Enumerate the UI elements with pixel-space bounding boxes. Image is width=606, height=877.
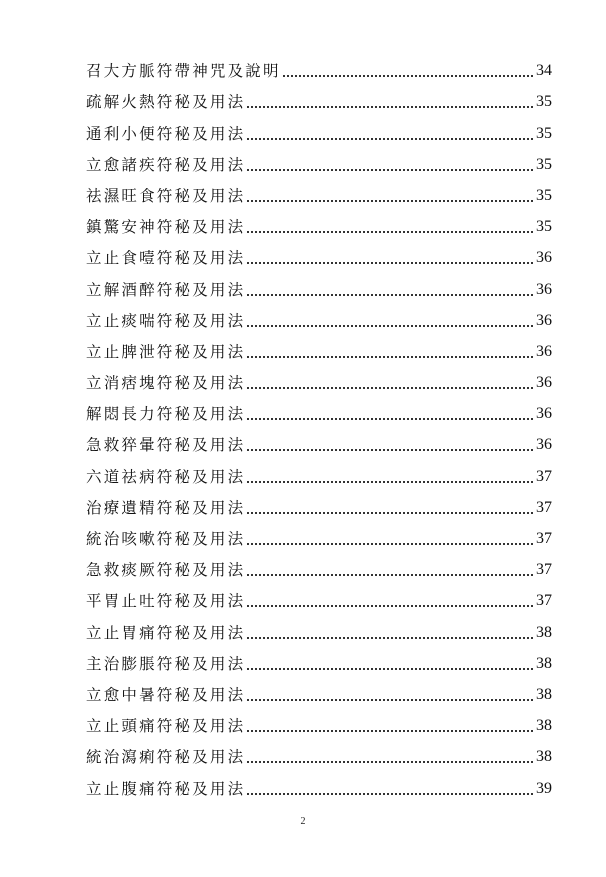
- toc-entry[interactable]: [86, 674, 552, 705]
- toc-entry-title: 統治咳嗽符秘及用法: [86, 530, 246, 548]
- toc-entry-title: 立止胃痛符秘及用法: [86, 623, 246, 642]
- toc-leader-dots: [247, 387, 533, 389]
- toc-leader-dots: [247, 668, 533, 670]
- toc-leader-dots: [247, 543, 533, 545]
- toc-entry-page: 35: [536, 186, 552, 204]
- toc-entry-title: 通利小便符秘及用法: [86, 124, 246, 143]
- toc-leader-dots: [247, 262, 533, 264]
- toc-entry-title: 立止痰喘符秘及用法: [86, 311, 246, 330]
- toc-leader-dots: [247, 294, 533, 296]
- toc-entry-title: 平胃止吐符秘及用法: [86, 592, 246, 611]
- toc-entry-title: 疏解火熱符秘及用法: [86, 93, 246, 112]
- toc-entry-page: 36: [536, 405, 552, 423]
- toc-entry-title: 急救痰厥符秘及用法: [86, 561, 246, 580]
- toc-entry[interactable]: [86, 268, 552, 299]
- toc-leader-dots: [247, 169, 533, 171]
- toc-entry-page: 38: [536, 685, 552, 703]
- toc-entry-page: 37: [536, 530, 552, 547]
- toc-entry[interactable]: [86, 144, 552, 175]
- toc-entry-title: 立愈中暑符秘及用法: [86, 685, 246, 704]
- toc-leader-dots: [247, 106, 533, 108]
- toc-entry-page: 38: [536, 748, 552, 766]
- toc-entry-page: 37: [536, 498, 552, 516]
- toc-leader-dots: [247, 699, 533, 701]
- toc-entry-page: 38: [536, 654, 552, 672]
- toc-entry-title: 急救猝暈符秘及用法: [86, 436, 246, 455]
- toc-entry-page: 35: [536, 93, 552, 111]
- toc-entry-page: 35: [536, 218, 552, 236]
- toc-entry-title: 主治膨脹符秘及用法: [86, 654, 246, 673]
- toc-leader-dots: [247, 138, 533, 140]
- toc-entry[interactable]: [86, 300, 552, 331]
- toc-entry-page: 36: [536, 280, 552, 298]
- toc-entry-title: 召大方脈符帶神咒及說明: [86, 62, 281, 81]
- toc-entry[interactable]: [86, 424, 552, 455]
- toc-entry-title: 六道祛病符秘及用法: [86, 467, 246, 486]
- toc-entry[interactable]: [86, 331, 552, 362]
- toc-entry[interactable]: [86, 643, 552, 674]
- toc-leader-dots: [247, 418, 533, 420]
- toc-leader-dots: [247, 793, 533, 795]
- toc-leader-dots: [247, 605, 533, 607]
- toc-entry-page: 37: [536, 561, 552, 579]
- toc-leader-dots: [247, 512, 533, 514]
- toc-leader-dots: [247, 637, 533, 639]
- toc-entry-title: 立止腹痛符秘及用法: [86, 779, 246, 798]
- toc-entry-page: 35: [536, 124, 552, 142]
- toc-leader-dots: [247, 761, 533, 763]
- toc-entry[interactable]: [86, 112, 552, 143]
- toc-leader-dots: [247, 574, 533, 576]
- toc-leader-dots: [247, 449, 533, 451]
- toc-entry-title: 解悶長力符秘及用法: [86, 405, 246, 424]
- toc-leader-dots: [247, 200, 533, 202]
- toc-entry[interactable]: [86, 237, 552, 268]
- toc-entry-page: 36: [536, 342, 552, 360]
- toc-entry-title: 立消痞塊符秘及用法: [86, 374, 246, 393]
- toc-entry[interactable]: [86, 580, 552, 611]
- toc-entry-page: 34: [536, 62, 552, 80]
- toc-entry[interactable]: [86, 175, 552, 206]
- toc-entry[interactable]: [86, 362, 552, 393]
- toc-entry[interactable]: [86, 736, 552, 767]
- toc-entry[interactable]: [86, 549, 552, 580]
- toc-entry[interactable]: [86, 393, 552, 424]
- toc-entry-title: 立解酒醉符秘及用法: [86, 280, 246, 299]
- toc-entry[interactable]: [86, 50, 552, 81]
- toc-leader-dots: [247, 481, 533, 483]
- toc-entry-title: 鎮驚安神符秘及用法: [86, 218, 246, 237]
- toc-entry-page: 39: [536, 779, 552, 797]
- toc-leader-dots: [247, 730, 533, 732]
- toc-entry-page: 37: [536, 592, 552, 610]
- toc-entry[interactable]: [86, 81, 552, 112]
- toc-entry-page: 38: [536, 623, 552, 641]
- toc-entry[interactable]: [86, 487, 552, 518]
- toc-entry-page: 36: [536, 311, 552, 329]
- toc-entry-page: 36: [536, 249, 552, 267]
- toc-entry-title: 立止頭痛符秘及用法: [86, 717, 246, 736]
- toc-leader-dots: [283, 75, 533, 77]
- toc-entry[interactable]: [86, 611, 552, 642]
- toc-entry-title: 立愈諸疾符秘及用法: [86, 155, 246, 174]
- toc-leader-dots: [247, 325, 533, 327]
- toc-leader-dots: [247, 356, 533, 358]
- toc-entry-page: 36: [536, 436, 552, 454]
- toc-leader-dots: [247, 231, 533, 233]
- toc-entry-title: 立止食噎符秘及用法: [86, 249, 246, 268]
- toc-entry[interactable]: [86, 705, 552, 736]
- toc-entry-title: 立止脾泄符秘及用法: [86, 342, 246, 361]
- table-of-contents: [86, 50, 552, 799]
- toc-entry-page: 36: [536, 374, 552, 392]
- toc-entry[interactable]: [86, 455, 552, 486]
- toc-entry-page: 38: [536, 717, 552, 735]
- page-number: 2: [300, 816, 306, 827]
- toc-entry-title: 治療遺精符秘及用法: [86, 498, 246, 517]
- toc-entry-title: 統治瀉痢符秘及用法: [86, 748, 246, 767]
- toc-entry[interactable]: [86, 518, 552, 549]
- toc-entry[interactable]: [86, 767, 552, 798]
- toc-entry-page: 37: [536, 467, 552, 485]
- toc-entry-page: 35: [536, 155, 552, 173]
- toc-entry-title: 祛濕旺食符秘及用法: [86, 186, 246, 205]
- toc-entry[interactable]: [86, 206, 552, 237]
